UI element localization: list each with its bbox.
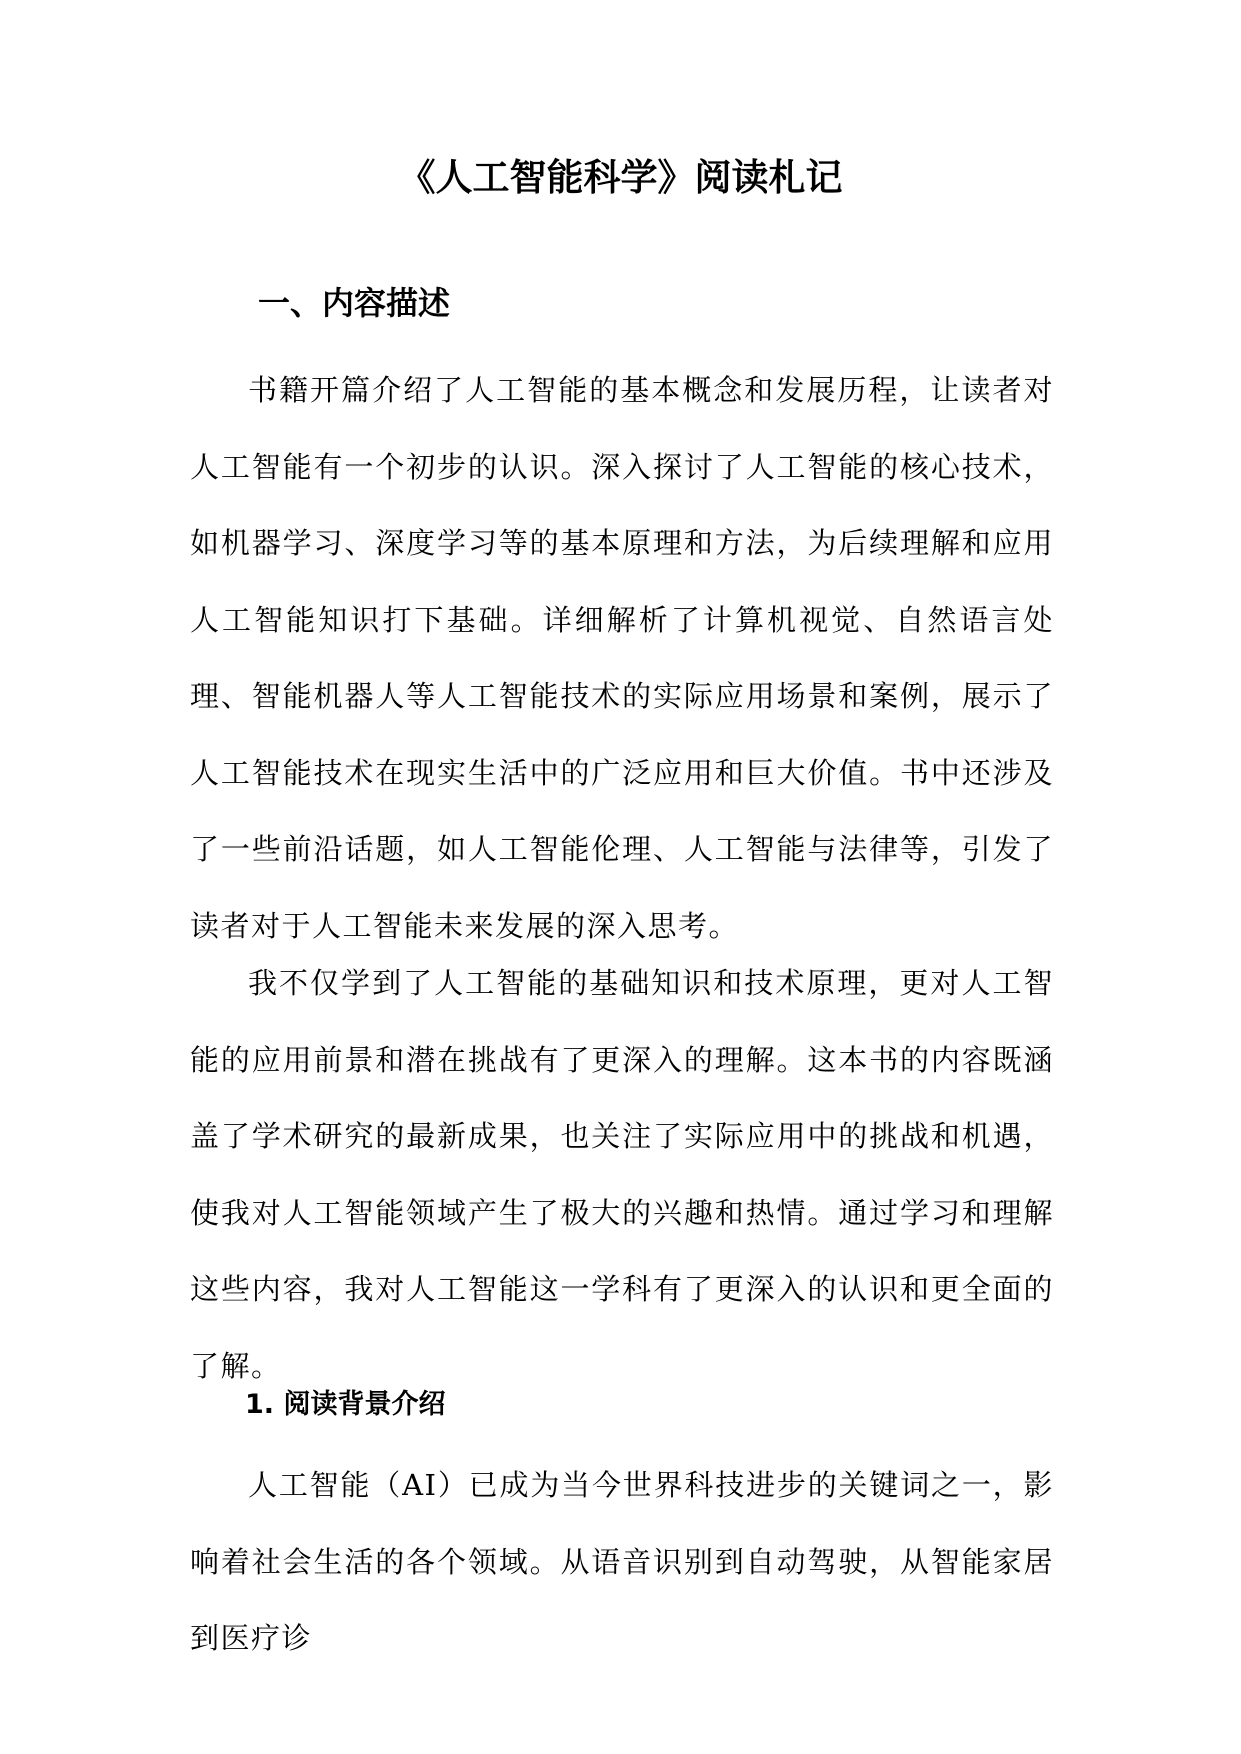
paragraph-content-description-1: 书籍开篇介绍了人工智能的基本概念和发展历程，让读者对人工智能有一个初步的认识。深入探讨了人工智能的核心技术，如机器学习、深度学习等的基本原理和方法，为后续理解和应用人工智能知识打下基础。详细解析了计算机视觉、自然语言处理、智能机器人等人工智能技术的实际应用场景和案例，展示了人工智能技术在现实生活中的广泛应用和巨大价值。书中还涉及了一些前沿话题，如人工智能伦理、人工智能与法律等，引发了读者对于人工智能未来发展的深入思考。 xyxy=(190,373,1054,943)
document-title: 《人工智能科学》阅读札记 xyxy=(398,156,843,199)
paragraph-reading-background-1: 人工智能（AI）已成为当今世界科技进步的关键词之一，影响着社会生活的各个领域。从语音识别到自动驾驶，从智能家居到医疗诊 xyxy=(190,1468,1054,1655)
section-heading-content-description: 一、内容描述 xyxy=(258,284,451,322)
subsection-heading-reading-background: 1. 阅读背景介绍 xyxy=(245,1389,446,1420)
paragraph-content-description-2: 我不仅学到了人工智能的基础知识和技术原理，更对人工智能的应用前景和潜在挑战有了更深入的理解。这本书的内容既涵盖了学术研究的最新成果，也关注了实际应用中的挑战和机遇，使我对人工智能领域产生了极大的兴趣和热情。通过学习和理解这些内容，我对人工智能这一学科有了更深入的认识和更全面的了解。 xyxy=(190,966,1054,1383)
